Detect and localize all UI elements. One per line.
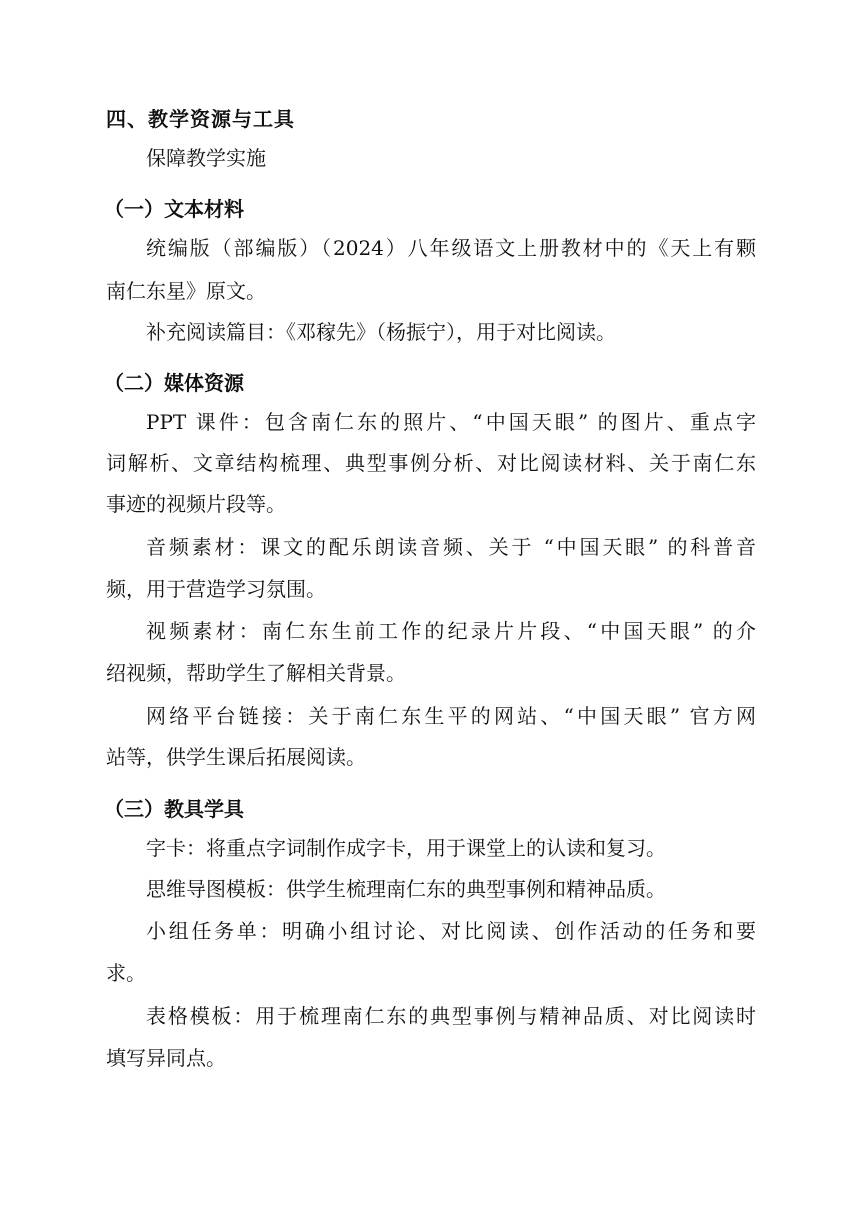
part3-paragraph4-line1: 表格模板：用于梳理南仁东的典型事例与精神品质、对比阅读时 (146, 1004, 756, 1028)
part3-paragraph4-line2: 填写异同点。 (106, 1046, 226, 1070)
part1-paragraph1-line2: 南仁东星》原文。 (106, 279, 266, 303)
part2-paragraph1-line3: 事迹的视频片段等。 (106, 492, 286, 516)
part3-paragraph2: 思维导图模板：供学生梳理南仁东的典型事例和精神品质。 (146, 877, 666, 901)
part2-paragraph2-line2: 频，用于营造学习氛围。 (106, 577, 326, 601)
section-intro: 保障教学实施 (146, 146, 266, 170)
part3-heading: （三）教具学具 (104, 797, 244, 821)
part2-paragraph2-line1: 音频素材：课文的配乐朗读音频、关于 “中国天眼” 的科普音 (146, 535, 756, 559)
part2-paragraph4-line1: 网络平台链接：关于南仁东生平的网站、“中国天眼” 官方网 (146, 704, 756, 728)
part1-paragraph2: 补充阅读篇目：《邓稼先》（杨振宁），用于对比阅读。 (146, 320, 616, 344)
part1-heading: （一）文本材料 (104, 197, 244, 221)
part3-paragraph3-line1: 小组任务单：明确小组讨论、对比阅读、创作活动的任务和要 (146, 919, 756, 943)
part2-paragraph4-line2: 站等，供学生课后拓展阅读。 (106, 745, 366, 769)
part2-paragraph3-line2: 绍视频，帮助学生了解相关背景。 (106, 661, 406, 685)
part2-heading: （二）媒体资源 (104, 371, 244, 395)
part1-paragraph1-line1: 统编版（部编版）（2024）八年级语文上册教材中的《天上有颗 (146, 236, 756, 260)
part3-paragraph1: 字卡：将重点字词制作成字卡，用于课堂上的认读和复习。 (146, 836, 666, 860)
part2-paragraph1-line2: 词解析、文章结构梳理、典型事例分析、对比阅读材料、关于南仁东 (106, 451, 756, 475)
section-title: 四、教学资源与工具 (106, 107, 295, 131)
part2-paragraph1-line1: PPT 课件：包含南仁东的照片、“中国天眼” 的图片、重点字 (146, 410, 756, 434)
part2-paragraph3-line1: 视频素材：南仁东生前工作的纪录片片段、“中国天眼” 的介 (146, 619, 756, 643)
part3-paragraph3-line2: 求。 (106, 961, 146, 985)
